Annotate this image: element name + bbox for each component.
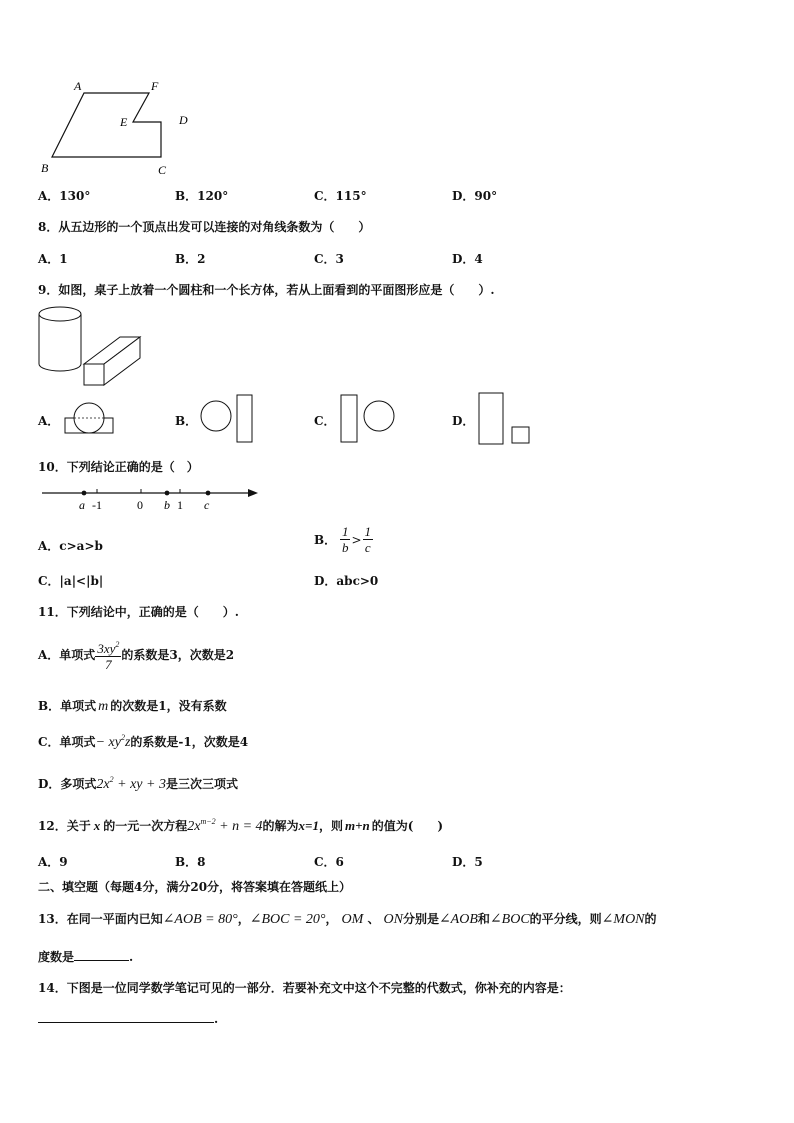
q10-axis-label-neg1: -1 [92,498,102,512]
q7-option-b[interactable]: B．120° [175,189,229,203]
q11-option-a[interactable]: A．单项式 $\frac{3xy^2}{7}$ 的系数是3，次数是2 [38,637,234,672]
q8-option-c[interactable]: C．3 [314,252,344,266]
q9-option-b[interactable]: B． [175,414,198,428]
q7-label-f: F [151,79,159,93]
q11-option-b[interactable]: B．单项式 m 的次数是1，没有系数 [38,699,227,714]
q9-option-a[interactable]: A． [38,414,60,428]
q10-option-b[interactable] [314,524,373,555]
q7-figure [36,78,206,178]
q14-answer-line: . [38,1008,218,1027]
q12-question: 12．关于 x 的一元一次方程$2x^{m-2} + n = 4$的解为x=1，则 m+n 的值为( ) [38,817,444,834]
q10-axis-label-zero: 0 [137,498,143,512]
q14-answer-blank[interactable] [38,1008,214,1023]
q9-option-d-shape [478,392,536,446]
q7-option-c[interactable]: C．115° [314,189,367,203]
q7-label-a: A [74,79,82,93]
q10-option-d[interactable]: D．abc>0 [314,574,379,588]
q12-option-b[interactable]: B．8 [175,855,206,869]
section-two-title: 二、填空题（每题4分，满分20分，将答案填在答题纸上） [38,880,352,894]
q10-option-a[interactable]: A．c>a>b [38,539,103,553]
q11-option-a-fraction: $\frac{3xy^2}{7}$ [95,637,121,672]
q11-option-c[interactable]: C．单项式− $xy^2z$的系数是-1，次数是4 [38,733,249,750]
q10-option-b-gt: > [351,532,362,547]
q9-option-c[interactable]: C． [314,414,336,428]
q7-label-d: D [179,113,188,127]
q7-label-c: C [158,163,167,177]
q10-axis-label-c: c [204,498,210,512]
q12-option-a[interactable]: A．9 [38,855,68,869]
q7-option-d[interactable]: D．90° [452,189,498,203]
q13-answer-blank[interactable] [74,948,129,961]
q10-option-b-frac2: $\frac{1}{c}$ [364,524,372,555]
q11-question: 11．下列结论中，正确的是（ ）. [38,605,239,619]
q10-axis-label-b: b [164,498,170,512]
q13-question: 13．在同一平面内已知∠AOB = 80°，∠BOC = 20°， OM 、 ON分别是∠AOB和∠BOC的平分线，则∠MON的 [38,912,657,927]
q10-axis-label-a: a [79,498,85,512]
q13-line-two: 度数是 . [38,950,134,964]
q7-label-b: B [41,161,49,175]
q7-polygon [52,93,161,157]
q8-option-a[interactable]: A．1 [38,252,68,266]
q14-question: 14．下图是一位同学数学笔记可见的一部分．若要补充文中这个不完整的代数式，你补充的内容是： [38,981,571,995]
q7-option-a[interactable]: A．130° [38,189,91,203]
q12-option-d[interactable]: D．5 [452,855,483,869]
q10-axis-label-one: 1 [177,498,183,512]
q10-option-b-label: B． [314,533,337,547]
q9-option-c-shape [340,394,400,444]
q8-question: 8．从五边形的一个顶点出发可以连接的对角线条数为（ ） [38,220,371,234]
q10-option-c[interactable]: C．|a|<|b| [38,574,104,588]
q12-option-c[interactable]: C．6 [314,855,344,869]
q8-option-b[interactable]: B．2 [175,252,206,266]
q9-figure [36,304,146,388]
q11-option-d[interactable]: D．多项式$2x^2$ + xy + 3是三次三项式 [38,775,238,792]
q9-question: 9．如图，桌子上放着一个圆柱和一个长方体，若从上面看到的平面图形应是（ ）. [38,283,495,297]
q10-question: 10．下列结论正确的是（ ） [38,460,199,474]
q10-number-line [36,482,266,516]
q9-option-d[interactable]: D． [452,414,475,428]
q7-label-e: E [120,115,128,129]
q9-option-b-shape [200,394,260,444]
q10-option-b-frac1: $\frac{1}{b}$ [341,524,349,555]
q9-option-a-shape [64,402,116,436]
q8-option-d[interactable]: D．4 [452,252,483,266]
